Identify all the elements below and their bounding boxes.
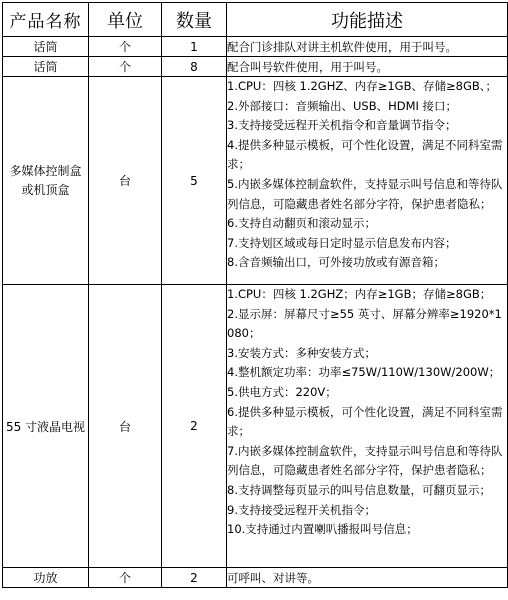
product-description: 可呼叫、对讲等。 xyxy=(227,568,508,588)
table-header-row xyxy=(3,3,508,37)
product-quantity: 8 xyxy=(162,57,227,77)
table-row xyxy=(3,568,508,588)
spec-line: 3.安装方式：多种安装方式； xyxy=(227,345,376,360)
product-name: 55 寸液晶电视 xyxy=(3,285,89,568)
product-name-line: 多媒体控制盒 xyxy=(9,163,82,178)
spec-line: 7.内嵌多媒体控制盒软件，支持显示叫号信息和等待队列信息，可隐藏患者姓名部分字符，保护患者隐私； xyxy=(227,443,503,478)
product-description xyxy=(227,77,508,285)
product-unit: 台 xyxy=(89,77,162,285)
product-unit: 个 xyxy=(89,57,162,77)
product-name-line: 或机顶盒 xyxy=(21,182,70,197)
product-quantity: 1 xyxy=(162,37,227,57)
product-name: 话筒 xyxy=(3,37,89,57)
spec-line: 6.提供多种显示模板，可个性化设置，满足不同科室需求； xyxy=(227,404,503,439)
spec-line: 2.显示屏：屏幕尺寸≥55 英寸、屏幕分辨率≥1920*1080； xyxy=(227,306,502,341)
product-unit: 台 xyxy=(89,285,162,568)
header-description: 功能描述 xyxy=(227,3,508,37)
spec-line: 4.提供多种显示模板，可个性化设置，满足不同科室需求； xyxy=(227,137,503,172)
spec-table xyxy=(2,2,508,588)
spec-line: 10.支持通过内置喇叭播报叫号信息； xyxy=(227,522,418,537)
spec-line: 1.CPU：四核 1.2GHZ；内存≥1GB；存储≥8GB； xyxy=(227,287,492,301)
spec-line: 5.供电方式：220V； xyxy=(227,384,337,399)
header-product-name: 产品名称 xyxy=(3,3,89,37)
table-row xyxy=(3,77,508,285)
header-unit: 单位 xyxy=(89,3,162,37)
product-name xyxy=(3,77,89,285)
product-quantity: 5 xyxy=(162,77,227,285)
table-row xyxy=(3,285,508,568)
spec-line: 9.支持接受远程开关机指令； xyxy=(227,502,376,517)
product-name: 功放 xyxy=(3,568,89,588)
spec-line: 4.整机额定功率：功率≤75W/110W/130W/200W； xyxy=(227,365,501,380)
spec-line: 1.CPU：四核 1.2GHZ、内存≥1GB、存储≥8GB、； xyxy=(227,79,497,93)
product-description xyxy=(227,285,508,568)
spec-line: 3.支持接受远程开关机指令和音量调节指令； xyxy=(227,118,457,133)
table-row xyxy=(3,57,508,77)
product-quantity: 2 xyxy=(162,568,227,588)
product-description: 配合叫号软件使用，用于叫号。 xyxy=(227,57,508,77)
table-row xyxy=(3,37,508,57)
spec-line: 5.内嵌多媒体控制盒软件，支持显示叫号信息和等待队列信息，可隐藏患者姓名部分字符，保护患者隐私； xyxy=(227,176,503,211)
product-name: 话筒 xyxy=(3,57,89,77)
spec-line: 6.支持自动翻页和滚动显示； xyxy=(227,216,376,231)
spec-line: 7.支持划区域或每日定时显示信息发布内容； xyxy=(227,235,457,250)
header-quantity: 数量 xyxy=(162,3,227,37)
spec-line: 8.含音频输出口，可外接功放或有源音箱； xyxy=(227,255,445,270)
product-unit: 个 xyxy=(89,568,162,588)
product-quantity: 2 xyxy=(162,285,227,568)
spec-line: 8.支持调整每页显示的叫号信息数量，可翻页显示； xyxy=(227,482,491,497)
spec-line: 2.外部接口：音频输出、USB、HDMI 接口； xyxy=(227,98,458,113)
product-description: 配合门诊排队对讲主机软件使用，用于叫号。 xyxy=(227,37,508,57)
product-unit: 个 xyxy=(89,37,162,57)
